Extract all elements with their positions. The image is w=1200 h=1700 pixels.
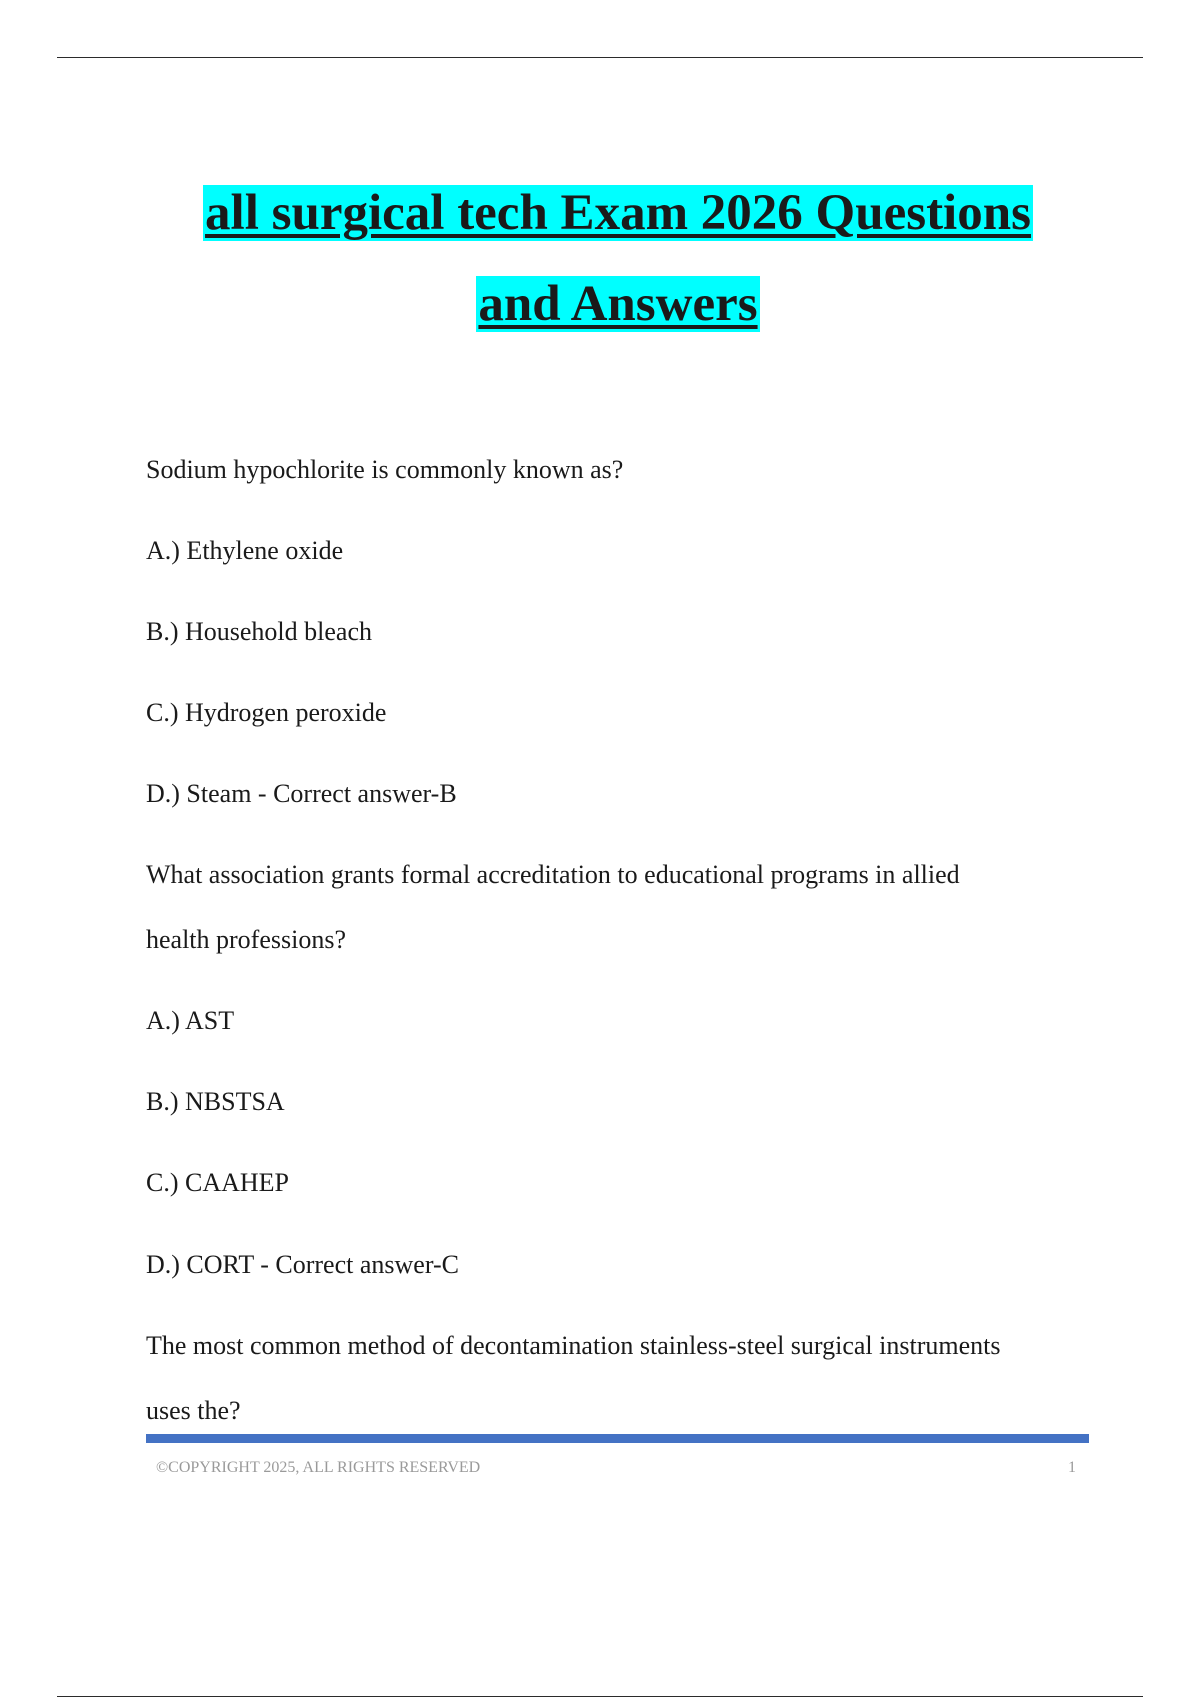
footer-page-number: 1 [1068,1459,1076,1476]
question-2-option-a: A.) AST [146,1006,235,1035]
question-1-option-a: A.) Ethylene oxide [146,536,344,565]
question-1-option-b: B.) Household bleach [146,617,373,646]
question-1-option-c: C.) Hydrogen peroxide [146,698,387,727]
document-title-line-2: and Answers [478,276,758,332]
document-title-line-1: all surgical tech Exam 2026 Questions [205,185,1031,241]
question-1-prompt: Sodium hypochlorite is commonly known as? [146,455,624,484]
question-2-prompt-line-2: health professions? [146,925,347,954]
question-3-prompt-line-2: uses the? [146,1396,241,1425]
footer-copyright: ©COPYRIGHT 2025, ALL RIGHTS RESERVED [156,1459,481,1476]
bottom-rule [57,1696,1143,1697]
question-1-option-d-answer: D.) Steam - Correct answer-B [146,779,457,808]
question-2-option-b: B.) NBSTSA [146,1087,285,1116]
footer-accent-bar [146,1434,1089,1443]
question-2-option-d-answer: D.) CORT - Correct answer-C [146,1250,459,1279]
question-2-option-c: C.) CAAHEP [146,1168,290,1197]
top-rule [57,57,1143,58]
question-2-prompt-line-1: What association grants formal accreditation to educational programs in allied [146,860,960,889]
question-3-prompt-line-1: The most common method of decontamination stainless-steel surgical instruments [146,1331,1001,1360]
